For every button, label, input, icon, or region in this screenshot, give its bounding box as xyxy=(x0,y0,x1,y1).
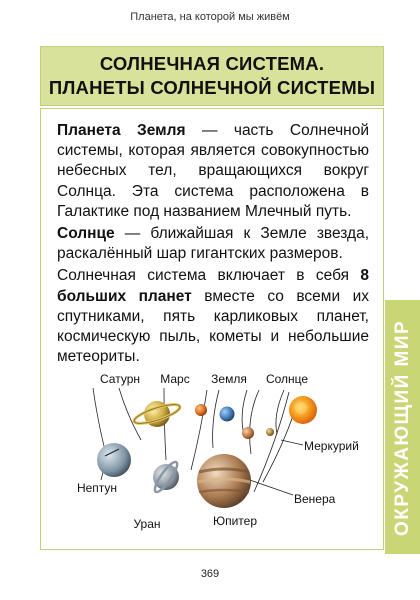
page-number: 369 xyxy=(200,568,220,580)
running-header: Планета, на которой мы живём xyxy=(130,11,290,23)
mars-icon xyxy=(195,404,207,416)
label-saturn: Сатурн xyxy=(99,372,141,386)
solar-system-diagram xyxy=(41,370,384,550)
neptune-icon xyxy=(97,443,131,477)
jupiter-icon xyxy=(197,454,251,508)
label-neptune: Нептун xyxy=(76,481,118,495)
mercury-icon xyxy=(266,428,274,436)
label-mars: Марс xyxy=(160,372,190,386)
saturn-icon xyxy=(132,401,181,427)
term-earth: Планета Земля xyxy=(57,122,186,139)
term-sun: Солнце xyxy=(57,225,115,243)
label-mercury: Меркурий xyxy=(304,439,359,453)
uranus-icon xyxy=(152,459,181,494)
body-text xyxy=(57,121,369,369)
page-title-line-1: СОЛНЕЧНАЯ СИСТЕМА. xyxy=(99,53,325,74)
title-box xyxy=(40,46,384,106)
paragraph-system-text-b: вместе со всеми их спутниками, пять карликовых планет, космическую пыль, кометы и небольшие метеориты. xyxy=(57,287,369,366)
paragraph-system xyxy=(57,266,369,367)
paragraph-system-text-a: Солнечная система включает в себя xyxy=(57,267,361,285)
paragraph-earth-text: — часть Солнечной системы, которая является совокупностью небесных тел, вращающихся вокруг Солнца. Эта система расположена в Галактике под названием Млечный путь. xyxy=(57,122,370,220)
orbit-lines xyxy=(93,388,298,492)
label-uranus: Уран xyxy=(133,517,161,531)
paragraph-sun-text: — ближайшая к Земле звезда, раскалённый шар гигантских размеров. xyxy=(57,225,369,263)
paragraph-sun xyxy=(57,224,369,264)
venus-icon xyxy=(242,427,254,439)
label-sun: Солнце xyxy=(265,372,309,386)
label-jupiter: Юпитер xyxy=(212,514,258,528)
side-tab-label: ОКРУЖАЮЩИЙ МИР xyxy=(392,319,413,537)
earth-icon xyxy=(220,407,235,422)
paragraph-earth xyxy=(57,121,369,222)
term-eight-planets: 8 больших планет xyxy=(57,267,369,305)
label-venus: Венера xyxy=(294,492,336,506)
label-earth: Земля xyxy=(211,372,247,386)
page-title-line-2: ПЛАНЕТЫ СОЛНЕЧНОЙ СИСТЕМЫ xyxy=(48,77,376,98)
